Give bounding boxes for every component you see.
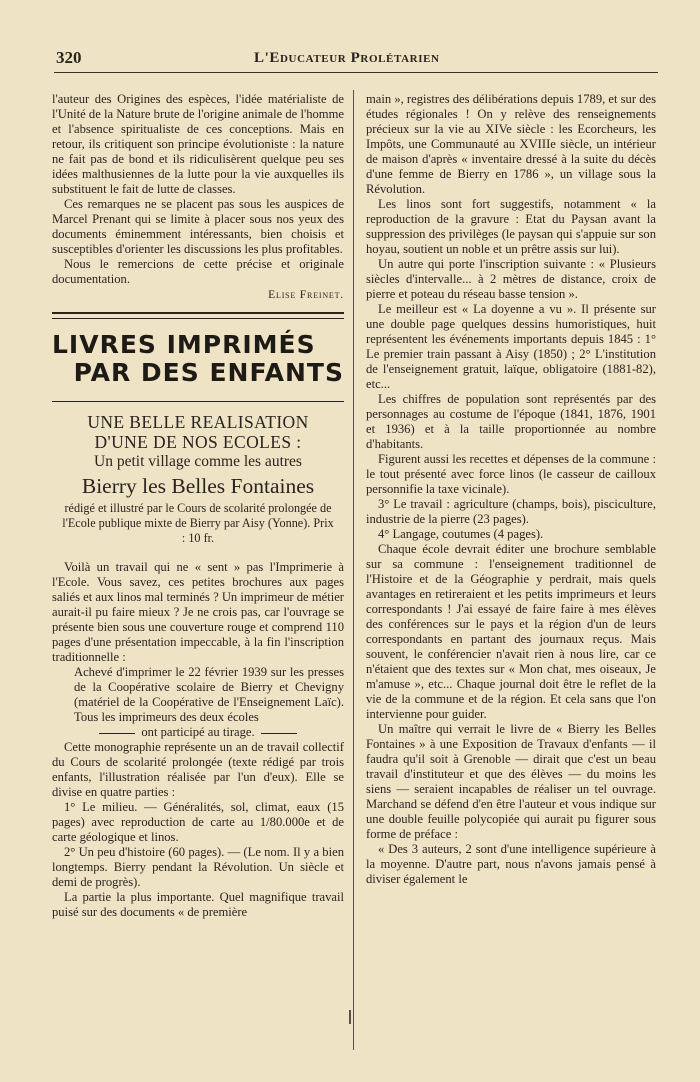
article-headline: D'UNE DE NOS ECOLES : [94,432,302,452]
book-credits: rédigé et illustré par le Cours de scolarité prolongée de l'Ecole publique mixte de Bierry par Aisy (Yonne). Prix : 10 fr. [62,501,334,545]
margin-mark [349,1010,355,1024]
article-paragraph: Cette monographie représente un an de travail collectif du Cours de scolarité prolongée (texte rédigé par trois enfants, l'illustration réalisée par l'un d'eux). Elle se divise en quatre parties : [52,740,344,799]
article-paragraph: Les chiffres de population sont représentés par des personnages au costume de l'époque (1841, 1876, 1901 et 1936) et à la taille proportionnée au nombre d'habitants. [366,392,656,451]
author-signature: Elise Freinet. [268,288,344,301]
banner-line: PAR DES ENFANTS [73,358,344,387]
article-paragraph: Voilà un travail qui ne « sent » pas l'Imprimerie à l'Ecole. Vous savez, ces petites brochures aux pages saliés et aux linos mal terminés ? Un imprimeur de métier aurait-il pu faire mieux ? Je ne crois pas, car l'ouvrage se présente bien sous une couverture rouge et comprend 110 pages d'une présentation impeccable, à la fin l'inscription traditionnelle : [52,560,344,664]
colophon-quote: Achevé d'imprimer le 22 février 1939 sur les presses de la Coopérative scolaire de Bierry et Chevigny (matériel de la Coopérative de l'Enseignement Laïc). Tous les imprimeurs des deux écoles [74,665,344,724]
article-subhead: Un petit village comme les autres [94,453,302,470]
colophon-quote-end: ont participé au tirage. [52,725,344,740]
running-title: L'Educateur Prolétarien [254,50,440,66]
article-paragraph: Chaque école devrait éditer une brochure semblable sur sa commune : l'enseignement traditionnel de l'Histoire et de la Géographie y perdrait, mais quels avantages en retireraient et les petits imprimeurs et leurs correspondants ! J'ai essayé de faire faire à mes élèves des conférences sur le pays et la région d'un de leurs correspondants en partant des journaux reçus. Mais souvent, le conférencier n'avait rien à nous lire, car ce n'étaient que des textes sur « Mon chat, mes oiseaux, Je m'amuse », etc... Chaque journal doit être le reflet de la vie de la commune et de la région. Et cela sans que l'on intervienne pour guider. [366,542,656,721]
article-paragraph: main », registres des délibérations depuis 1789, et sur des études régionales ! On y relève des renseignements précieux sur la vie au XIVe siècle : les Ecorcheurs, les Impôts, une Communauté au XVIIIe siècle, un intérieur de maison d'après « inventaire dressé à la suite du décès d'une femme de Bierry en 1786 », un village sous la Révolution. [366,92,656,196]
book-title: Bierry les Belles Fontaines [81,474,315,498]
list-item: 3° Le travail : agriculture (champs, bois), pisciculture, industrie de la pierre (23 pages). [366,497,656,526]
page-number: 320 [56,48,82,67]
article-paragraph: Nous le remercions de cette précise et originale documentation. [52,257,344,286]
article-paragraph: Un maître qui verrait le livre de « Bierry les Belles Fontaines » à une Exposition de Travaux d'enfants — il faudra qu'il soit à Grenoble — dirait que c'est un beau travail d'instituteur et que des élèves — du moins les siens — seraient incapables de réaliser un tel ouvrage. Marchand se défend d'en être l'auteur et vous indique sur une double feuille polycopiée qui aurait pu figurer sous forme de préface : [366,722,656,841]
article-headline: UNE BELLE REALISATION [87,412,309,432]
section-rule [52,401,344,402]
list-item: 1° Le milieu. — Généralités, sol, climat, eaux (15 pages) avec reproduction de carte au 1/80.000e et de carte géologique et linos. [52,800,344,844]
section-rule [52,312,344,319]
list-item: 4° Langage, coutumes (4 pages). [378,527,544,541]
section-banner [52,331,344,387]
article-paragraph: Le meilleur est « La doyenne a vu ». Il présente sur une double page quelques dessins humoristiques, huit représentent les événements importants depuis 1845 : 1° Le premier train passant à Aisy (1850) ; 2° L'institution de l'enseignement gratuit, laïque, obligatoire (1881-82), etc... [366,302,656,391]
article-paragraph: La partie la plus importante. Quel magnifique travail puisé sur des documents « de première [52,890,344,919]
article-paragraph: Les linos sont fort suggestifs, notamment « la reproduction de la gravure : Etat du Paysan avant la suppression des privilèges (le paysan qui s'appuie sur son hoyau, soutient un noble et un prêtre assis sur lui). [366,197,656,256]
column-divider [353,90,354,1050]
article-paragraph: Figurent aussi les recettes et dépenses de la commune : le tout présenté avec force linos (le casseur de cailloux personnifie la taxe vicinale). [366,452,656,496]
page-header [54,46,658,73]
list-item: 2° Un peu d'histoire (60 pages). — (Le nom. Il y a bien longtemps. Bierry pendant la Révolution. Un siècle et demi de progrès). [52,845,344,889]
article-paragraph: « Des 3 auteurs, 2 sont d'une intelligence supérieure à la moyenne. D'autre part, nous n'avons jamais pensé à diviser également le [366,842,656,886]
article-paragraph: Un autre qui porte l'inscription suivante : « Plusieurs siècles d'intervalle... à 2 mètres de distance, croix de pierre et poteau du réseau basse tension ». [366,257,656,301]
banner-line: LIVRES IMPRIMÉS [52,330,316,359]
article-paragraph: Ces remarques ne se placent pas sous les auspices de Marcel Prenant qui se limite à placer sous nos yeux des documents éminemment intéressants, bien choisis et susceptibles d'orienter les discussions les plus profitables. [52,197,344,256]
left-column [52,92,344,920]
article-paragraph: l'auteur des Origines des espèces, l'idée matérialiste de l'Unité de la Nature brute de l'origine animale de l'homme et l'absence spiritualiste de ces conceptions. Mais en retour, ils critiquent son principe évolutioniste : la nature ne fait pas de bond et ils ridiculisèrent quelque peu ses idées malthusiennes de la lutte pour la vie auxquelles ils substituent le fait de lutte de classes. [52,92,344,196]
right-column [366,92,656,887]
